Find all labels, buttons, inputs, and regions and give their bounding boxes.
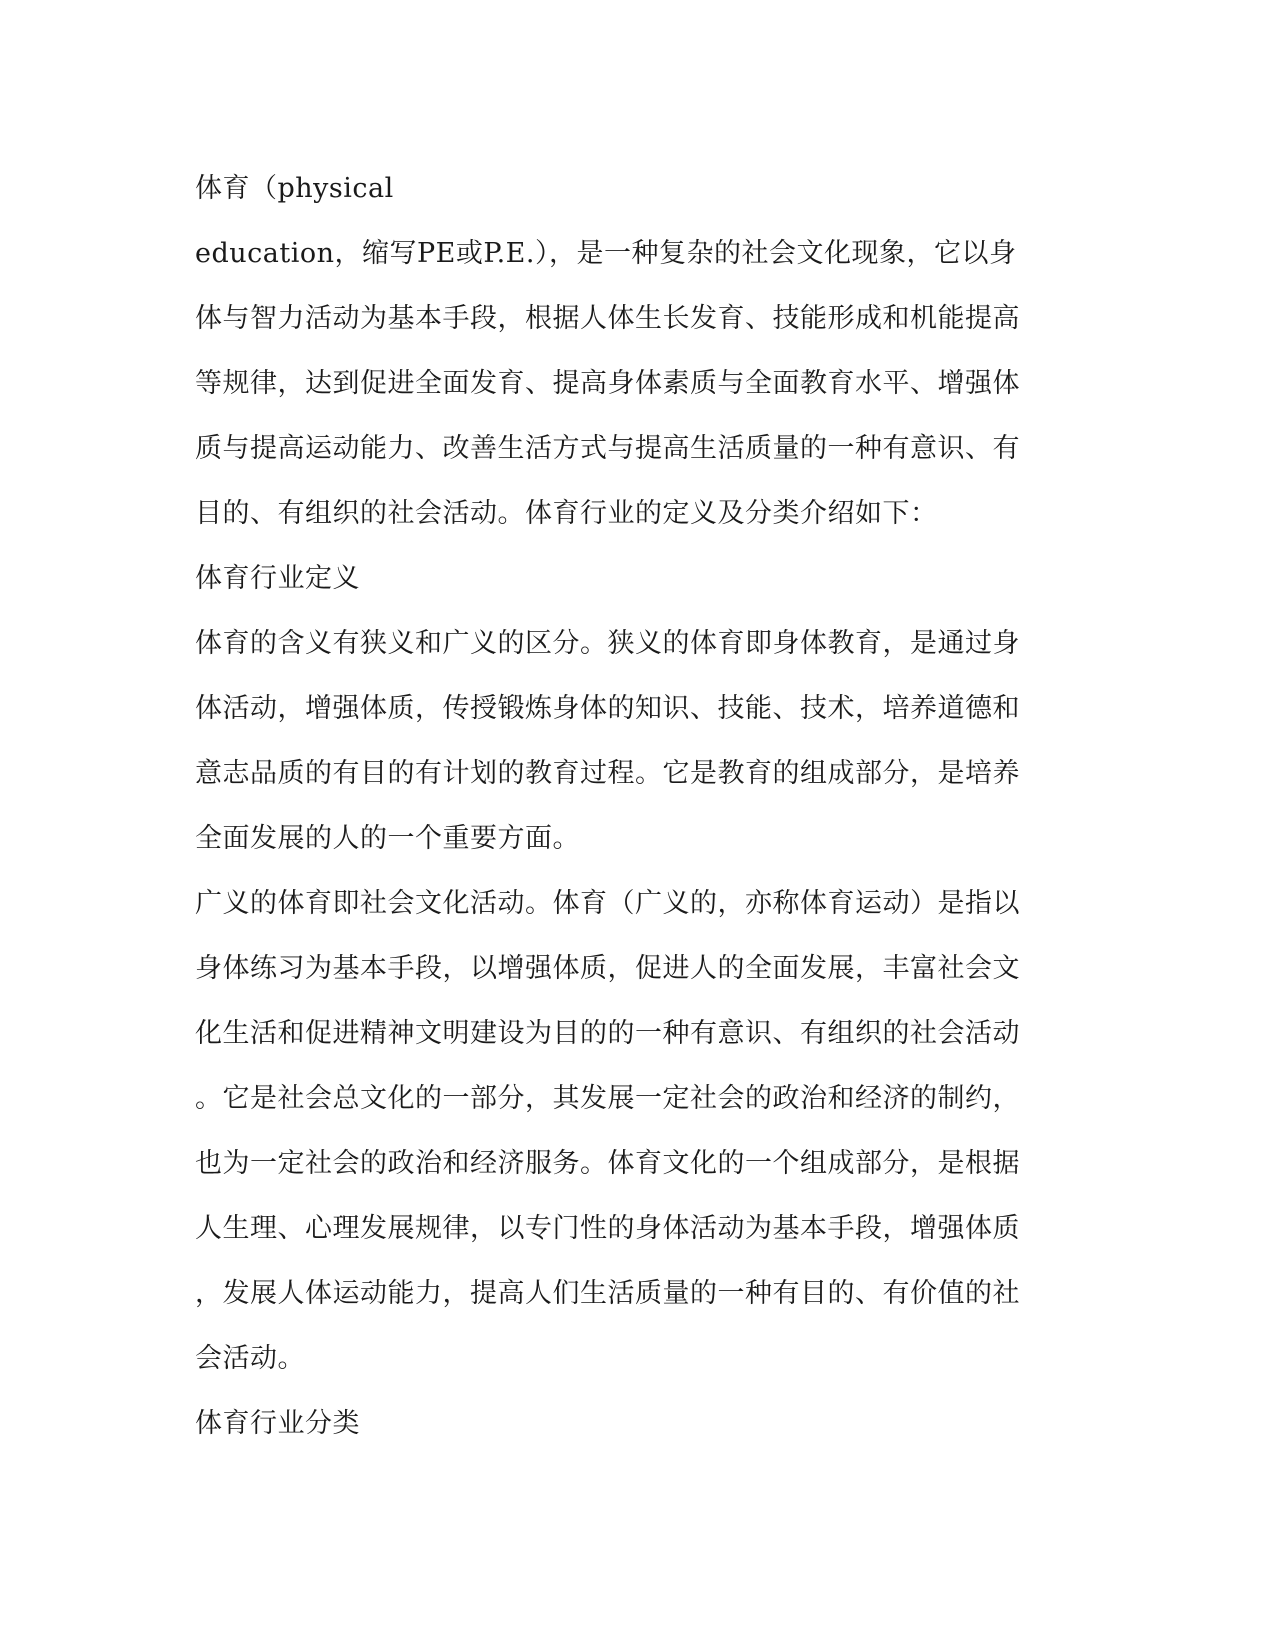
broad-definition-line: 身体练习为基本手段，以增强体质，促进人的全面发展，丰富社会文 <box>195 953 1020 984</box>
narrow-definition-line: 全面发展的人的一个重要方面。 <box>195 823 580 854</box>
intro-line: 体与智力活动为基本手段，根据人体生长发育、技能形成和机能提高 <box>195 303 1020 334</box>
intro-line: education，缩写PE或P.E.），是一种复杂的社会文化现象，它以身 <box>195 238 1017 269</box>
intro-line: 质与提高运动能力、改善生活方式与提高生活质量的一种有意识、有 <box>195 433 1020 464</box>
narrow-definition-line: 意志品质的有目的有计划的教育过程。它是教育的组成部分，是培养 <box>195 758 1020 789</box>
intro-line: 体育（physical <box>195 173 394 204</box>
section-heading-definition: 体育行业定义 <box>195 563 360 594</box>
broad-definition-line: 人生理、心理发展规律，以专门性的身体活动为基本手段，增强体质 <box>195 1213 1020 1244</box>
broad-definition-line: 化生活和促进精神文明建设为目的的一种有意识、有组织的社会活动 <box>195 1018 1020 1049</box>
broad-definition-line: ，发展人体运动能力，提高人们生活质量的一种有目的、有价值的社 <box>195 1278 1020 1309</box>
document-body <box>195 156 1075 1456</box>
section-heading-classification: 体育行业分类 <box>195 1408 360 1439</box>
broad-definition-line: 也为一定社会的政治和经济服务。体育文化的一个组成部分，是根据 <box>195 1148 1020 1179</box>
intro-line: 等规律，达到促进全面发育、提高身体素质与全面教育水平、增强体 <box>195 368 1020 399</box>
broad-definition-line: 。它是社会总文化的一部分，其发展一定社会的政治和经济的制约， <box>195 1083 1020 1114</box>
broad-definition-line: 广义的体育即社会文化活动。体育（广义的，亦称体育运动）是指以 <box>195 888 1020 919</box>
intro-line: 目的、有组织的社会活动。体育行业的定义及分类介绍如下： <box>195 498 938 529</box>
narrow-definition-line: 体活动，增强体质，传授锻炼身体的知识、技能、技术，培养道德和 <box>195 693 1020 724</box>
narrow-definition-line: 体育的含义有狭义和广义的区分。狭义的体育即身体教育，是通过身 <box>195 628 1020 659</box>
broad-definition-line: 会活动。 <box>195 1343 305 1374</box>
